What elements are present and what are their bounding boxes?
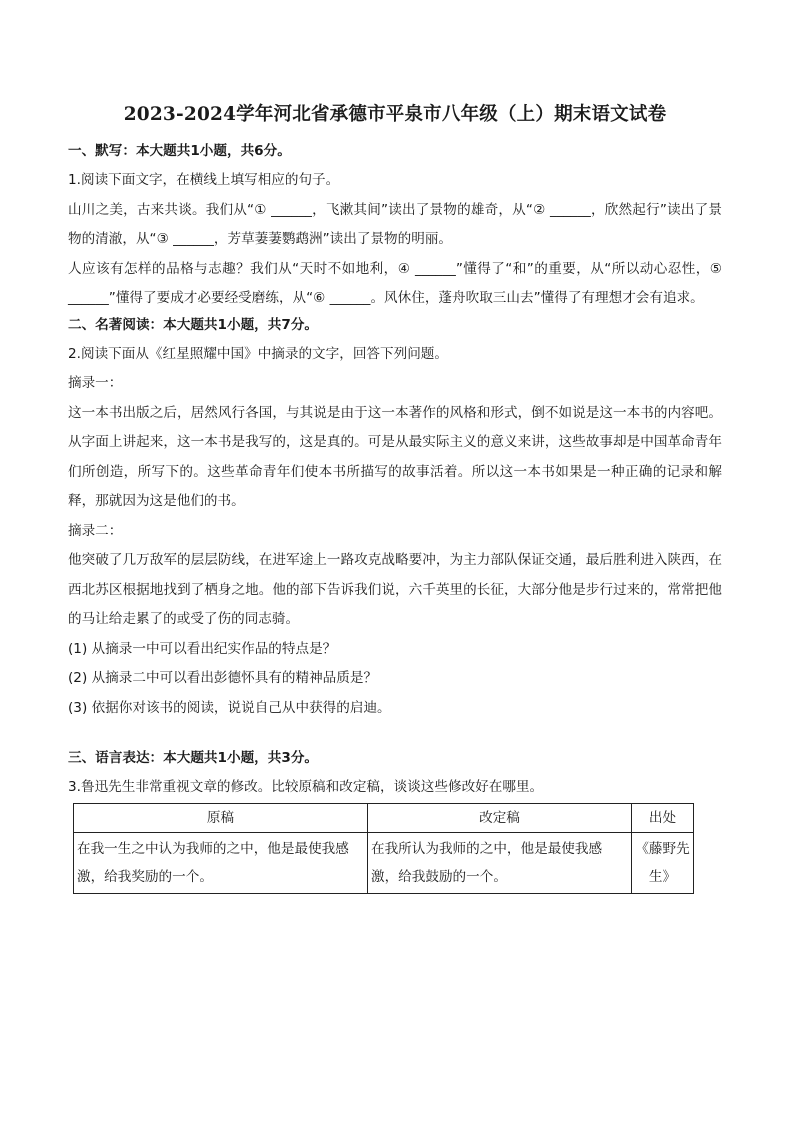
table-header-original: 原稿 (74, 803, 368, 832)
page-title: 2023-2024学年河北省承德市平泉市八年级（上）期末语文试卷 (123, 104, 667, 125)
section-heading-expression: 三、语言表达：本大题共1小题，共3分。 (68, 750, 319, 766)
sub-question-3: (3) 依据你对该书的阅读，说说自己从中获得的启迪。 (68, 699, 391, 716)
table-cell-original: 在我一生之中认为我师的之中，他是最使我感激，给我奖励的一个。 (74, 832, 368, 893)
table-header-row (74, 803, 694, 832)
excerpt-1-label: 摘录一： (68, 375, 123, 391)
excerpt-2-label: 摘录二： (68, 522, 123, 539)
question-3: 3.鲁迅先生非常重视文章的修改。比较原稿和改定稿，谈谈这些修改好在哪里。 (68, 779, 544, 795)
question-2: 2.阅读下面从《红星照耀中国》中摘录的文字，回答下列问题。 (68, 345, 448, 362)
table-cell-source: 《藤野先生》 (632, 832, 694, 893)
section-heading-classics: 二、名著阅读：本大题共1小题，共7分。 (68, 316, 319, 333)
sub-question-1: (1) 从摘录一中可以看出纪实作品的特点是？ (68, 640, 337, 657)
table-row (74, 832, 694, 893)
spacer (68, 723, 722, 747)
excerpt-2-text: 他突破了几万敌军的层层防线，在进军途上一路攻克战略要冲，为主力部队保证交通，最后胜利进入陕西，在西北苏区根据地找到了栖身之地。他的部下告诉我们说，六千英里的长征，大部分他是步行过来的，常常把他的马让给走累了的或受了伤的同志骑。 (68, 552, 722, 627)
table-header-source: 出处 (632, 803, 694, 832)
table-header-revised: 改定稿 (368, 803, 632, 832)
question-1: 1.阅读下面文字，在横线上填写相应的句子。 (68, 172, 340, 188)
excerpt-1-text: 这一本书出版之后，居然风行各国，与其说是由于这一本著作的风格和形式，倒不如说是这一本书的内容吧。从字面上讲起来，这一本书是我写的，这是真的。可是从最实际主义的意义来讲，这些故事却是中国革命青年们所创造，所写下的。这些革命青年们使本书所描写的故事活着。所以这一本书如果是一种正确的记录和解释，那就因为这是他们的书。 (68, 404, 722, 509)
revision-comparison-table (73, 803, 694, 894)
question-1-paragraph-1: 山川之美，古来共谈。我们从“① ______，飞漱其间”读出了景物的雄奇，从“② ______，欣然起行”读出了景物的清澈，从“③ ______，芳草萋萋鹦鹉洲”读出了景物的明丽。 (68, 201, 722, 247)
table-cell-revised: 在我所认为我师的之中，他是最使我感激，给我鼓励的一个。 (368, 832, 632, 893)
question-1-paragraph-2: 人应该有怎样的品格与志趣？我们从“天时不如地利，④ ______”懂得了“和”的重要，从“所以动心忍性，⑤ ______”懂得了要成才必要经受磨练，从“⑥ ______。风休住，蓬舟吹取三山去”懂得了有理想才会有追求。 (68, 260, 722, 306)
section-heading-dictation: 一、默写：本大题共1小题，共6分。 (68, 143, 291, 159)
sub-question-2: (2) 从摘录二中可以看出彭德怀具有的精神品质是？ (68, 670, 378, 686)
